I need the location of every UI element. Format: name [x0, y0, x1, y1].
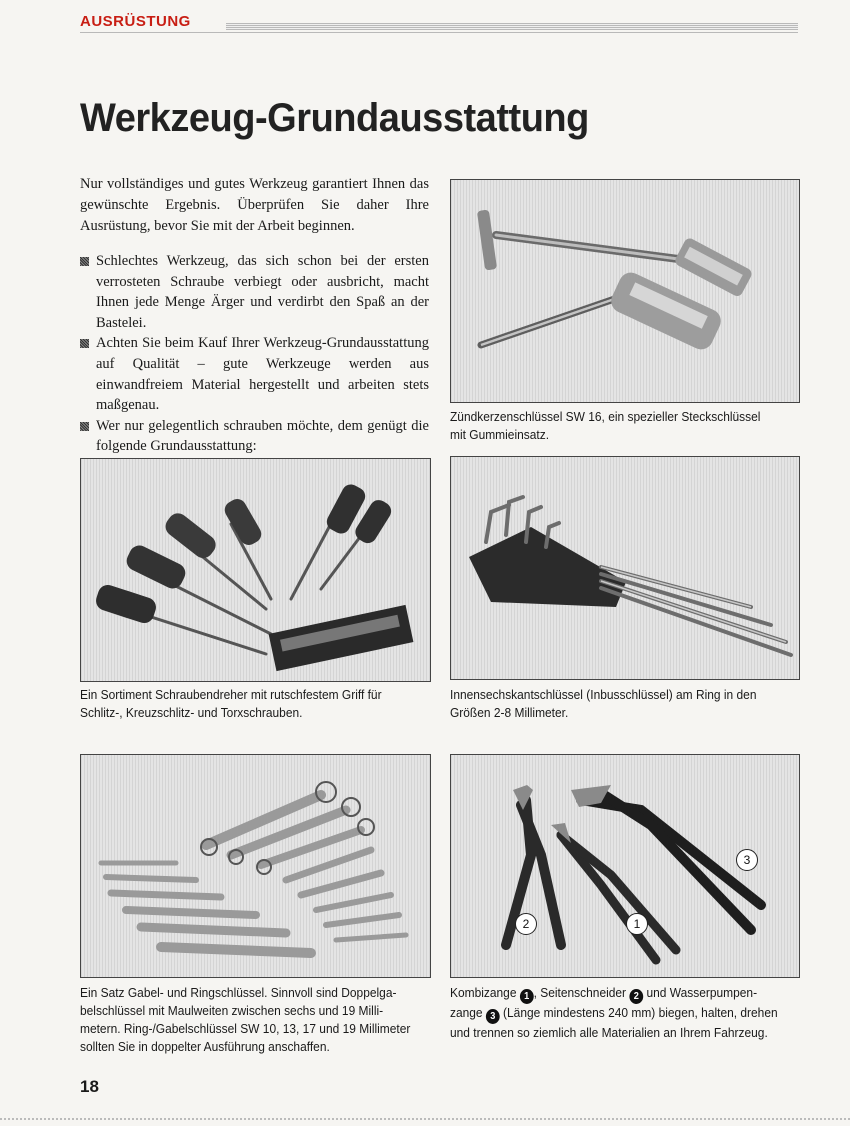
hex-key-caption: Innensechskantschlüssel (Inbusschlüssel) am Ring in den Größen 2-8 Millimeter. — [450, 687, 757, 720]
pliers-photo — [450, 754, 800, 978]
bullet-icon — [80, 422, 89, 431]
callout-number-icon: 2 — [629, 989, 643, 1004]
section-header — [80, 13, 798, 33]
page-bottom-rule — [0, 1118, 850, 1120]
wrench-caption: Ein Satz Gabel- und Ringschlüssel. Sinnvoll sind Doppelga- belschlüssel mit Maulweiten zwischen sechs und 19 Milli- metern. Ring-/Gabelschlüssel SW 10, 13, 17 und 19 Millimeter sollten Sie in doppelter Ausführung anschaffen. — [80, 985, 411, 1054]
page-title: Werkzeug-Grundausstattung — [80, 96, 589, 140]
list-item: Schlechtes Werkzeug, das sich schon bei der ersten verrosteten Schraube verbiegt oder ausbricht, macht Ihnen jede Menge Ärger und verdirbt den Spaß an der Bastelei. — [80, 251, 429, 333]
callout-badge: 1 — [626, 913, 648, 935]
bullet-icon — [80, 339, 89, 348]
spark-plug-wrench-illustration — [451, 180, 799, 402]
hex-keys-illustration — [451, 457, 799, 679]
spark-plug-wrench-photo — [450, 179, 800, 403]
header-rule — [226, 23, 798, 30]
page-number: 18 — [80, 1077, 99, 1096]
bullet-list — [80, 251, 429, 457]
screwdriver-caption: Ein Sortiment Schraubendreher mit rutschfestem Griff für Schlitz-, Kreuzschlitz- und Torxschrauben. — [80, 687, 382, 720]
caption-line: und trennen so ziemlich alle Materialien an Ihrem Fahrzeug. — [450, 1025, 768, 1040]
list-item: Achten Sie beim Kauf Ihrer Werkzeug-Grundausstattung auf Qualität – gute Werkzeuge werden aus einwandfreiem Material hergestellt und arbeiten stets maßgenau. — [80, 333, 429, 415]
callout-badge: 3 — [736, 849, 758, 871]
wrenches-illustration — [81, 755, 430, 977]
intro-paragraph: Nur vollständiges und gutes Werkzeug garantiert Ihnen das gewünschte Ergebnis. Überprüfen Sie daher Ihre Ausrüstung, bevor Sie mit der Arbeit beginnen. — [80, 176, 429, 234]
hex-key-set-photo — [450, 456, 800, 680]
header-underline — [80, 32, 798, 33]
screwdriver-set-photo — [80, 458, 431, 682]
callout-number-icon: 1 — [520, 989, 534, 1004]
callout-badge: 2 — [515, 913, 537, 935]
caption-line: zange 3 (Länge mindestens 240 mm) biegen, halten, drehen — [450, 1005, 778, 1022]
wrench-set-photo — [80, 754, 431, 978]
pliers-caption — [450, 984, 800, 1042]
callout-number-icon: 3 — [486, 1009, 500, 1024]
section-label: AUSRÜSTUNG — [80, 13, 191, 30]
list-item: Wer nur gelegentlich schrauben möchte, dem genügt die folgende Grundausstattung: — [80, 416, 429, 457]
bullet-icon — [80, 257, 89, 266]
screwdrivers-illustration — [81, 459, 430, 681]
caption-line: Kombizange 1 , Seitenschneider 2 und Wasserpumpen- — [450, 985, 758, 1002]
spark-plug-caption: Zündkerzenschlüssel SW 16, ein spezieller Steckschlüssel mit Gummieinsatz. — [450, 409, 761, 442]
